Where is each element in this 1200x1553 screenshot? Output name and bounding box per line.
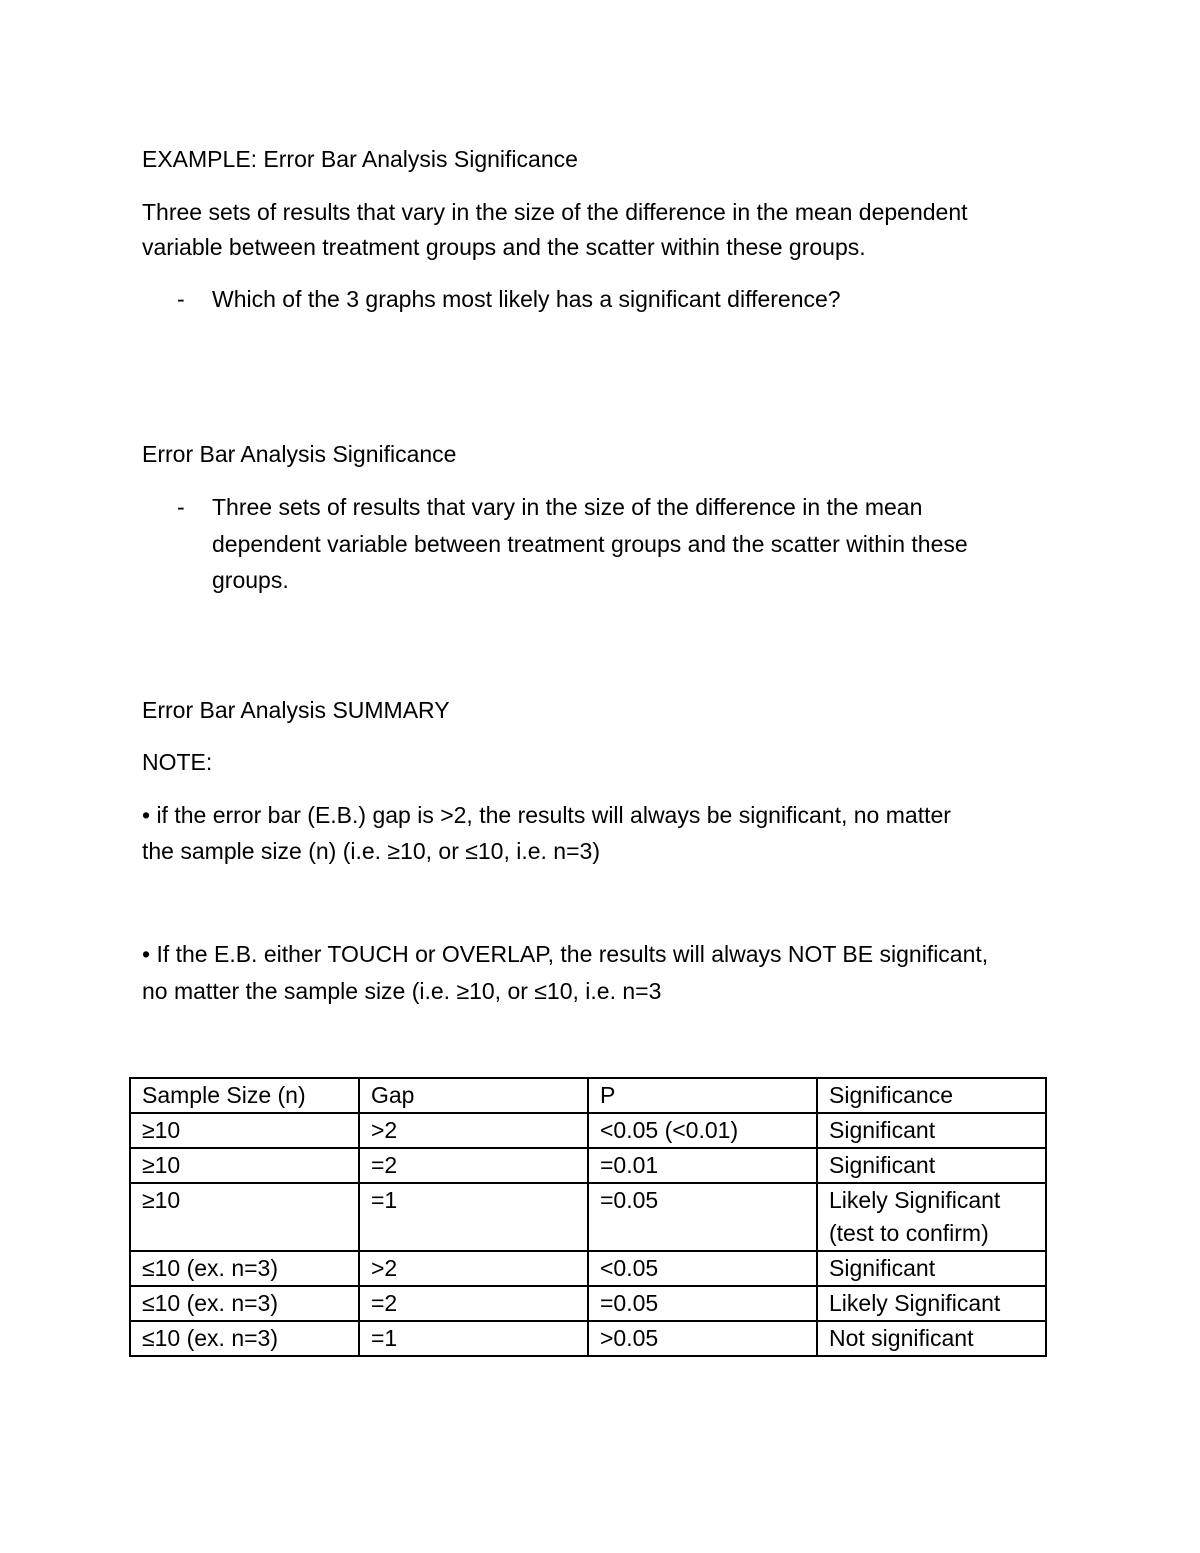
cell-gap: >2 xyxy=(359,1113,588,1148)
cell-significance: Significant xyxy=(817,1251,1046,1286)
example-paragraph-line-1: Three sets of results that vary in the size of the difference in the mean dependent xyxy=(142,199,968,225)
cell-gap: =1 xyxy=(359,1321,588,1356)
table-row xyxy=(130,1113,1046,1148)
cell-p: =0.05 xyxy=(588,1183,817,1251)
cell-significance xyxy=(817,1183,1046,1251)
analysis-bullet-line-1: Three sets of results that vary in the size of the difference in the mean xyxy=(212,494,923,520)
cell-p: <0.05 xyxy=(588,1251,817,1286)
cell-sample-size: ≥10 xyxy=(130,1113,359,1148)
summary-heading: Error Bar Analysis SUMMARY xyxy=(142,697,450,723)
cell-sample-size: ≤10 (ex. n=3) xyxy=(130,1251,359,1286)
cell-p: =0.05 xyxy=(588,1286,817,1321)
note-label: NOTE: xyxy=(142,749,213,775)
cell-sample-size: ≤10 (ex. n=3) xyxy=(130,1286,359,1321)
table-row xyxy=(130,1286,1046,1321)
header-gap: Gap xyxy=(359,1078,588,1113)
example-question-item xyxy=(142,281,1072,317)
note-2-line-2: no matter the sample size (i.e. ≥10, or ≤10, i.e. n=3 xyxy=(142,978,662,1004)
example-paragraph-line-2: variable between treatment groups and the scatter within these groups. xyxy=(142,234,866,260)
note-1-line-1: • if the error bar (E.B.) gap is >2, the results will always be significant, no matter xyxy=(142,802,951,828)
table-row xyxy=(130,1321,1046,1356)
example-question-text: Which of the 3 graphs most likely has a significant difference? xyxy=(212,286,841,312)
dash-bullet: - xyxy=(177,286,185,312)
significance-table xyxy=(129,1077,1047,1357)
note-1-line-2: the sample size (n) (i.e. ≥10, or ≤10, i.e. n=3) xyxy=(142,838,600,864)
cell-sample-size: ≥10 xyxy=(130,1183,359,1251)
cell-p: >0.05 xyxy=(588,1321,817,1356)
cell-significance: Significant xyxy=(817,1148,1046,1183)
analysis-bullet-line-3: groups. xyxy=(212,567,289,593)
cell-p: =0.01 xyxy=(588,1148,817,1183)
cell-significance-line-1: Likely Significant xyxy=(829,1187,1001,1213)
table-row xyxy=(130,1251,1046,1286)
cell-sample-size: ≤10 (ex. n=3) xyxy=(130,1321,359,1356)
header-significance: Significance xyxy=(817,1078,1046,1113)
cell-gap: >2 xyxy=(359,1251,588,1286)
cell-significance-line-2: (test to confirm) xyxy=(829,1220,989,1246)
cell-gap: =2 xyxy=(359,1286,588,1321)
analysis-bullet-line-2: dependent variable between treatment groups and the scatter within these xyxy=(212,531,968,557)
cell-gap: =1 xyxy=(359,1183,588,1251)
table-row xyxy=(130,1183,1046,1251)
header-p: P xyxy=(588,1078,817,1113)
analysis-bullet-item xyxy=(142,489,1072,597)
dash-bullet: - xyxy=(177,494,185,520)
cell-sample-size: ≥10 xyxy=(130,1148,359,1183)
cell-significance: Likely Significant xyxy=(817,1286,1046,1321)
cell-gap: =2 xyxy=(359,1148,588,1183)
cell-significance: Not significant xyxy=(817,1321,1046,1356)
table-row xyxy=(130,1148,1046,1183)
example-heading: EXAMPLE: Error Bar Analysis Significance xyxy=(142,146,578,172)
header-sample-size: Sample Size (n) xyxy=(130,1078,359,1113)
cell-significance: Significant xyxy=(817,1113,1046,1148)
note-2-line-1: • If the E.B. either TOUCH or OVERLAP, the results will always NOT BE significant, xyxy=(142,941,989,967)
analysis-heading: Error Bar Analysis Significance xyxy=(142,441,457,467)
cell-p: <0.05 (<0.01) xyxy=(588,1113,817,1148)
table-header-row xyxy=(130,1078,1046,1113)
